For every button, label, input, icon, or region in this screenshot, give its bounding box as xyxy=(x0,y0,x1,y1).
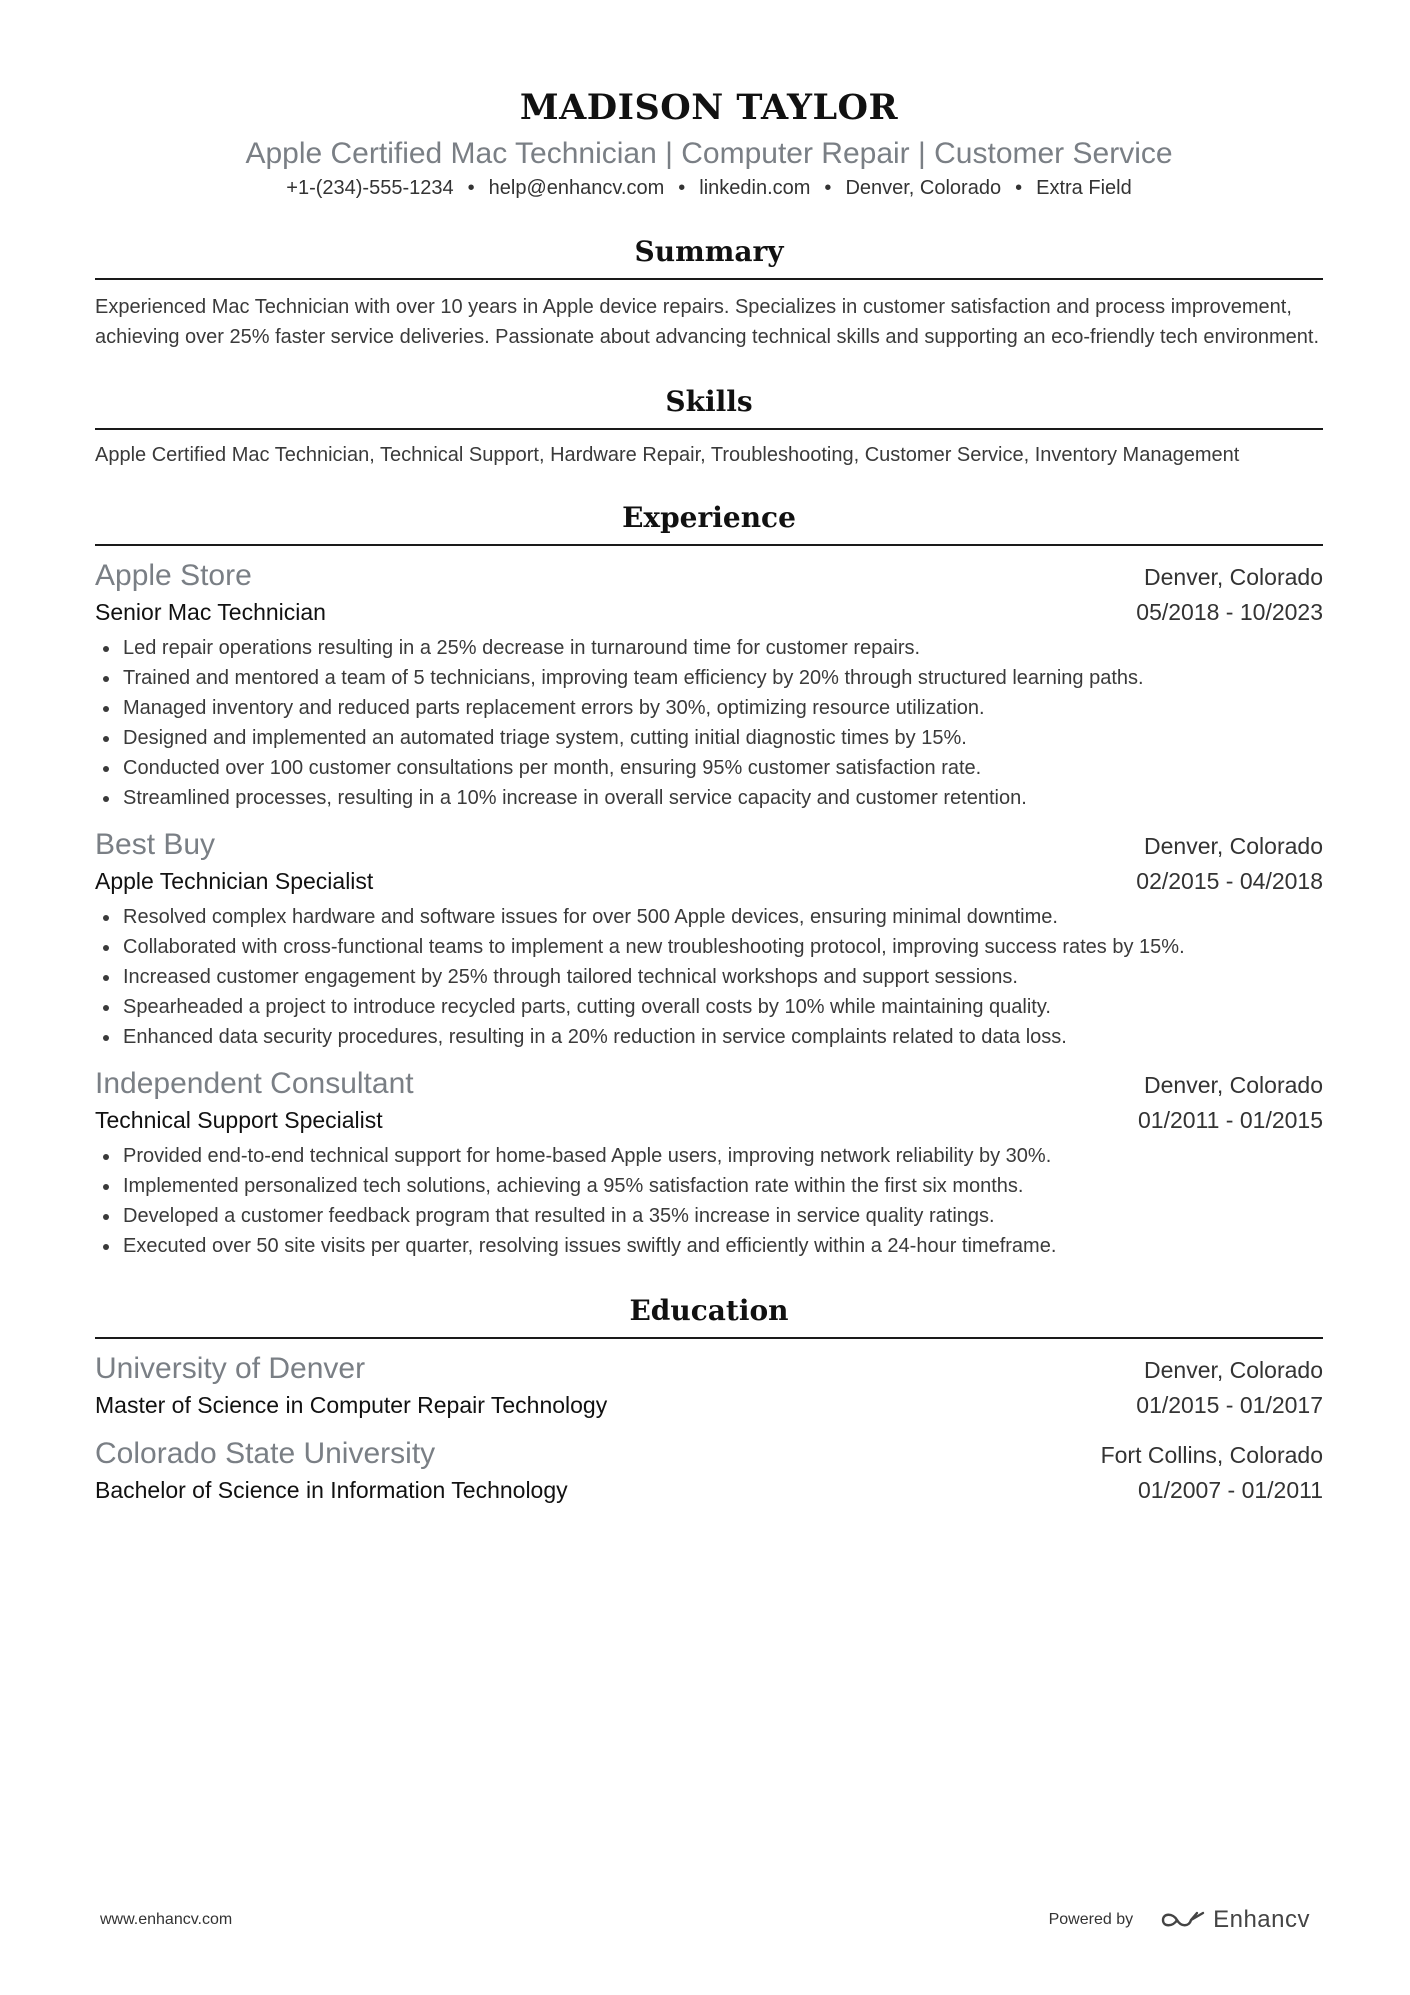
job-location: Denver, Colorado xyxy=(1144,564,1323,590)
job-location: Denver, Colorado xyxy=(1144,1072,1323,1098)
separator-dot: • xyxy=(824,177,832,199)
summary-text: Experienced Mac Technician with over 10 years in Apple device repairs. Specializes in customer satisfaction and process improvement, achieving over 25% faster service deliveries. Passionate about advancing technical skills and supporting an eco-friendly tech environment. xyxy=(95,296,1320,348)
achievement-item: Enhanced data security procedures, resulting in a 20% reduction in service complaints related to data loss. xyxy=(95,1022,1323,1052)
contact-email[interactable]: help@enhancv.com xyxy=(488,177,665,199)
page-footer xyxy=(100,1900,1310,1940)
separator-dot: • xyxy=(678,177,686,199)
powered-by-label: Powered by xyxy=(1048,1911,1134,1928)
achievement-item: Designed and implemented an automated triage system, cutting initial diagnostic times by 15%. xyxy=(95,723,1323,753)
candidate-headline: Apple Certified Mac Technician | Computer Repair | Customer Service xyxy=(245,137,1173,170)
achievement-item: Resolved complex hardware and software issues for over 500 Apple devices, ensuring minimal downtime. xyxy=(95,902,1323,932)
achievement-item: Increased customer engagement by 25% through tailored technical workshops and support sessions. xyxy=(95,962,1323,992)
achievement-item: Led repair operations resulting in a 25% decrease in turnaround time for customer repairs. xyxy=(95,633,1323,663)
candidate-name: MADISON TAYLOR xyxy=(519,87,899,128)
contact-line xyxy=(95,174,1323,202)
job-location: Denver, Colorado xyxy=(1144,833,1323,859)
contact-phone: +1-(234)-555-1234 xyxy=(286,177,454,199)
skills-section xyxy=(95,382,1323,468)
education-title: Education xyxy=(95,1291,1323,1339)
contact-location: Denver, Colorado xyxy=(845,177,1002,199)
achievement-item: Spearheaded a project to introduce recycled parts, cutting overall costs by 10% while maintaining quality. xyxy=(95,992,1323,1022)
education-dates: 01/2007 - 01/2011 xyxy=(1137,1477,1323,1503)
education-dates: 01/2015 - 01/2017 xyxy=(1136,1392,1323,1418)
footer-website-link[interactable]: www.enhancv.com xyxy=(100,1911,233,1928)
achievement-list xyxy=(95,1141,1323,1261)
job-dates: 02/2015 - 04/2018 xyxy=(1136,868,1323,894)
summary-section xyxy=(95,232,1323,352)
degree-name: Master of Science in Computer Repair Technology xyxy=(95,1392,608,1418)
achievement-item: Provided end-to-end technical support for home-based Apple users, improving network reliability by 30%. xyxy=(95,1141,1323,1171)
enhancv-brand-name[interactable]: Enhancv xyxy=(1213,1906,1310,1933)
achievement-list xyxy=(95,902,1323,1052)
achievement-item: Executed over 50 site visits per quarter, resolving issues swiftly and efficiently within a 24-hour timeframe. xyxy=(95,1231,1323,1261)
achievement-item: Conducted over 100 customer consultations per month, ensuring 95% customer satisfaction rate. xyxy=(95,753,1323,783)
achievement-list xyxy=(95,633,1323,813)
contact-linkedin[interactable]: linkedin.com xyxy=(699,177,811,199)
summary-title: Summary xyxy=(95,232,1323,280)
education-entry xyxy=(95,1436,1323,1507)
job-title: Senior Mac Technician xyxy=(95,599,326,625)
experience-entry xyxy=(95,558,1323,813)
education-entry xyxy=(95,1351,1323,1422)
enhancv-logo-icon xyxy=(1159,1908,1205,1932)
experience-title: Experience xyxy=(95,498,1323,546)
school-location: Denver, Colorado xyxy=(1144,1357,1323,1383)
job-dates: 01/2011 - 01/2015 xyxy=(1137,1107,1323,1133)
company-name: Apple Store xyxy=(95,559,252,592)
experience-section xyxy=(95,498,1323,1261)
school-location: Fort Collins, Colorado xyxy=(1100,1442,1323,1468)
achievement-item: Collaborated with cross-functional teams to implement a new troubleshooting protocol, improving success rates by 15%. xyxy=(95,932,1323,962)
education-section xyxy=(95,1291,1323,1507)
experience-entry xyxy=(95,1066,1323,1261)
job-dates: 05/2018 - 10/2023 xyxy=(1136,599,1323,625)
contact-extra: Extra Field xyxy=(1036,177,1132,199)
school-name: Colorado State University xyxy=(95,1437,436,1470)
separator-dot: • xyxy=(1015,177,1023,199)
skills-title: Skills xyxy=(95,382,1323,430)
achievement-item: Trained and mentored a team of 5 technicians, improving team efficiency by 20% through structured learning paths. xyxy=(95,663,1323,693)
skills-text: Apple Certified Mac Technician, Technical Support, Hardware Repair, Troubleshooting, Customer Service, Inventory Management xyxy=(95,444,1240,466)
company-name: Best Buy xyxy=(95,828,216,861)
achievement-item: Developed a customer feedback program that resulted in a 35% increase in service quality ratings. xyxy=(95,1201,1323,1231)
experience-entry xyxy=(95,827,1323,1052)
company-name: Independent Consultant xyxy=(95,1067,414,1100)
school-name: University of Denver xyxy=(95,1352,366,1385)
separator-dot: • xyxy=(467,177,475,199)
achievement-item: Implemented personalized tech solutions, achieving a 95% satisfaction rate within the first six months. xyxy=(95,1171,1323,1201)
powered-by-block xyxy=(1049,1906,1310,1934)
resume-page xyxy=(95,80,1323,1507)
achievement-item: Streamlined processes, resulting in a 10% increase in overall service capacity and customer retention. xyxy=(95,783,1323,813)
achievement-item: Managed inventory and reduced parts replacement errors by 30%, optimizing resource utilization. xyxy=(95,693,1323,723)
degree-name: Bachelor of Science in Information Technology xyxy=(95,1477,568,1503)
job-title: Technical Support Specialist xyxy=(95,1107,383,1133)
job-title: Apple Technician Specialist xyxy=(95,868,374,894)
